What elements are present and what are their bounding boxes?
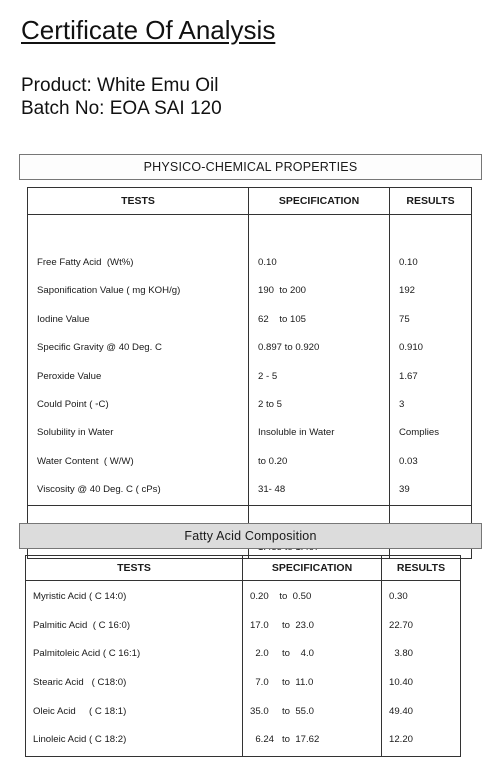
specification-value: to 0.20 bbox=[258, 455, 288, 467]
column-header-specification: SPECIFICATION bbox=[243, 556, 382, 581]
specification-value: 0.20 to 0.50 bbox=[250, 591, 312, 602]
document-title: Certificate Of Analysis bbox=[21, 15, 276, 45]
table-body-main bbox=[26, 581, 461, 757]
table-header-row bbox=[26, 556, 461, 581]
specification-value: 7.0 to 11.0 bbox=[250, 677, 314, 689]
result-value: 75 bbox=[399, 313, 410, 325]
test-name: Solubility in Water bbox=[37, 427, 114, 439]
specification-value: 31- 48 bbox=[258, 484, 286, 496]
column-header-specification: SPECIFICATION bbox=[249, 188, 390, 215]
fatty-acid-table bbox=[25, 555, 461, 757]
product-line: Product: White Emu Oil bbox=[21, 75, 219, 96]
test-name: Free Fatty Acid (Wt%) bbox=[37, 257, 134, 268]
result-value: 3 bbox=[399, 398, 405, 410]
specification-column bbox=[243, 581, 382, 757]
specification-value: 62 to 105 bbox=[258, 313, 307, 325]
specification-value: 2 - 5 bbox=[258, 370, 278, 382]
specification-list bbox=[249, 215, 389, 505]
test-name: Stearic Acid ( C18:0) bbox=[33, 677, 127, 689]
result-value: 192 bbox=[399, 285, 416, 297]
column-header-tests: TESTS bbox=[28, 188, 249, 215]
test-name: Could Point ( ◦C) bbox=[37, 398, 109, 410]
tests-column bbox=[26, 581, 243, 757]
tests-list bbox=[26, 581, 242, 755]
column-header-tests: TESTS bbox=[26, 556, 243, 581]
table-body-main bbox=[28, 215, 472, 506]
physico-chemical-heading: PHYSICO-CHEMICAL PROPERTIES bbox=[19, 154, 482, 180]
batch-line: Batch No: EOA SAI 120 bbox=[21, 98, 222, 119]
specification-value: 190 to 200 bbox=[258, 285, 307, 297]
test-name: Palmitoleic Acid ( C 16:1) bbox=[33, 648, 141, 660]
specification-value: 0.10 bbox=[258, 257, 277, 268]
specification-value: 17.0 to 23.0 bbox=[250, 619, 315, 631]
test-name: Linoleic Acid ( C 18:2) bbox=[33, 734, 127, 746]
table-header-row bbox=[28, 188, 472, 215]
specification-value: 2 to 5 bbox=[258, 398, 283, 410]
specification-value: Insoluble in Water bbox=[258, 427, 335, 439]
result-value: 3.80 bbox=[389, 648, 414, 660]
specification-list bbox=[243, 581, 381, 755]
specification-value: 35.0 to 55.0 bbox=[250, 705, 315, 717]
specification-value: 6.24 to 17.62 bbox=[250, 734, 320, 746]
specification-column bbox=[249, 215, 390, 506]
result-value: 1.67 bbox=[399, 370, 418, 382]
results-column bbox=[390, 215, 472, 506]
result-value: 22.70 bbox=[389, 619, 414, 631]
physico-chemical-table bbox=[27, 187, 472, 559]
results-list bbox=[382, 581, 460, 755]
results-column bbox=[382, 581, 461, 757]
result-value: 0.30 bbox=[389, 591, 408, 602]
column-header-results: RESULTS bbox=[390, 188, 472, 215]
test-name: Specific Gravity @ 40 Deg. C bbox=[37, 342, 162, 354]
result-value: 49.40 bbox=[389, 705, 414, 717]
result-value: 0.03 bbox=[399, 455, 418, 467]
test-name: Water Content ( W/W) bbox=[37, 455, 134, 467]
result-value: 39 bbox=[399, 484, 410, 496]
tests-column bbox=[28, 215, 249, 506]
test-name: Viscosity @ 40 Deg. C ( cPs) bbox=[37, 484, 161, 496]
test-name: Myristic Acid ( C 14:0) bbox=[33, 591, 127, 602]
result-value: 12.20 bbox=[389, 734, 414, 746]
result-value: 10.40 bbox=[389, 677, 414, 689]
fatty-acid-heading: Fatty Acid Composition bbox=[19, 523, 482, 549]
specification-value: 2.0 to 4.0 bbox=[250, 648, 314, 660]
tests-list bbox=[28, 215, 248, 505]
test-name: Iodine Value bbox=[37, 313, 90, 325]
specification-value: 0.897 to 0.920 bbox=[258, 342, 320, 354]
result-value: 0.10 bbox=[399, 257, 418, 268]
test-name: Oleic Acid ( C 18:1) bbox=[33, 705, 127, 717]
results-list bbox=[390, 215, 471, 505]
column-header-results: RESULTS bbox=[382, 556, 461, 581]
test-name: Saponification Value ( mg KOH/g) bbox=[37, 285, 181, 297]
result-value: 0.910 bbox=[399, 342, 424, 354]
test-name: Palmitic Acid ( C 16:0) bbox=[33, 619, 131, 631]
result-value: Complies bbox=[399, 427, 439, 439]
test-name: Peroxide Value bbox=[37, 370, 102, 382]
